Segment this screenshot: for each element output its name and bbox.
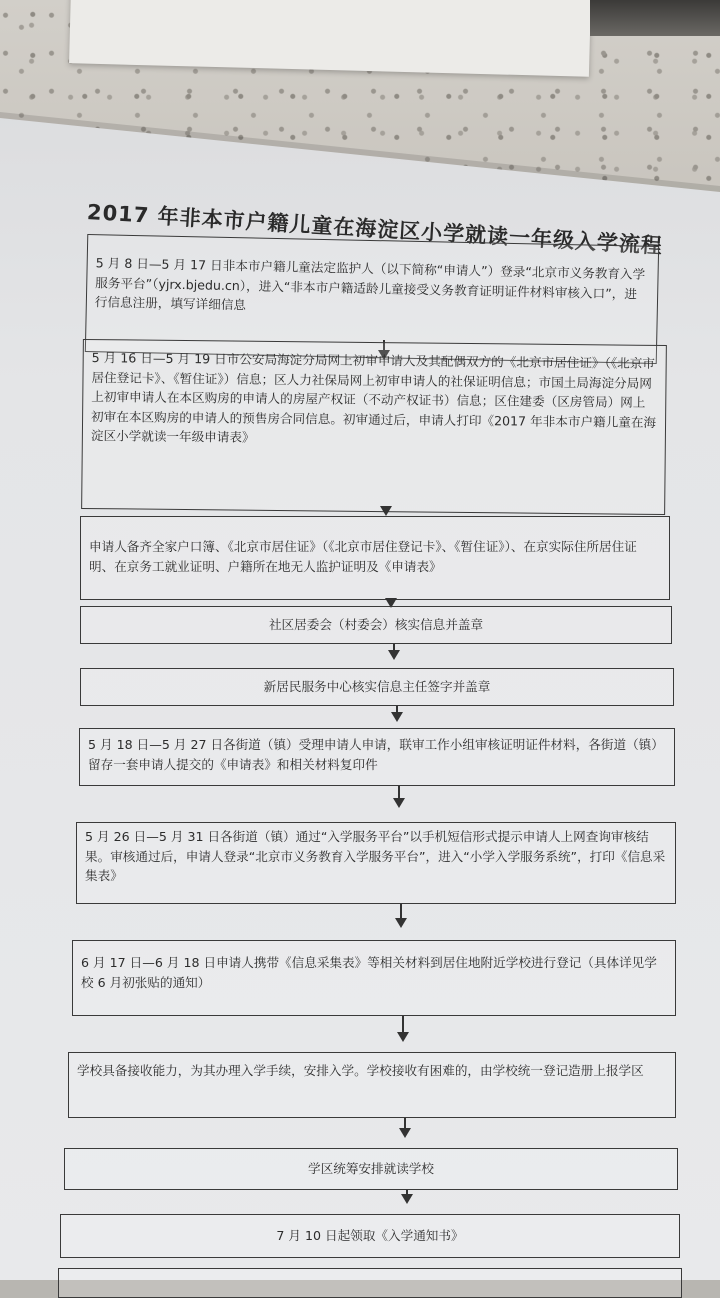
step-9-box [68,1052,676,1118]
arrow-4 [393,644,395,658]
step-6-box [79,728,675,786]
arrow-6 [398,786,400,806]
step-9-text: 学校具备接收能力，为其办理入学手续，安排入学。学校接收有困难的，由学校统一登记造册上报学区 [77,1063,644,1078]
arrow-3 [390,598,392,606]
next-box-partial [58,1268,682,1298]
arrow-8 [402,1016,404,1040]
step-1-text: 5 月 8 日—5 月 17 日非本市户籍儿童法定监护人（以下简称“申请人”）登录“北京市义务教育入学服务平台”（yjrx.bjedu.cn），进入“非本市户籍适龄儿童接受义务教育证明证件材料审核入口”，进行信息注册，填写详细信息 [94,255,646,313]
arrow-9 [404,1118,406,1136]
step-7-text: 5 月 26 日—5 月 31 日各街道（镇）通过“入学服务平台”以手机短信形式提示申请人上网查询审核结果。审核通过后，申请人登录“北京市义务教育入学服务平台”，进入“小学入学服务系统”，打印《信息采集表》 [85,829,666,883]
background-object [590,0,720,36]
step-7-box [76,822,676,904]
step-3-box [80,516,670,600]
step-5-text: 新居民服务中心核实信息主任签字并盖章 [263,679,491,695]
arrow-10 [406,1190,408,1202]
step-2-box [81,339,667,515]
step-10-text: 学区统筹安排就读学校 [308,1161,434,1177]
step-4-box [80,606,672,644]
step-8-text: 6 月 17 日—6 月 18 日申请人携带《信息采集表》等相关材料到居住地附近学校进行登记（具体详见学校 6 月初张贴的通知） [81,955,657,990]
step-11-box [60,1214,680,1258]
document-title: 2017 年非本市户籍儿童在海淀区小学就读一年级入学流程 [86,199,664,259]
arrow-7 [400,904,402,926]
arrow-5 [396,706,398,720]
step-2-text: 5 月 16 日—5 月 19 日市公安局海淀分局网上初审申请人及其配偶双方的《北京市居住证》（《北京市居住登记卡》、《暂住证》）信息；区人力社保局网上初审申请人的社保证明信息；市国土局海淀分局网上初审申请人在本区购房的申请人的房屋产权证（不动产权证书）信息；区住建委（区房管局）网上初审在本区购房的申请人的预售房合同信息。初审通过后，申请人打印《2017 年非本市户籍儿童在海淀区小学就读一年级申请表》 [90,350,657,445]
step-3-text: 申请人备齐全家户口簿、《北京市居住证》（《北京市居住登记卡》、《暂住证》）、在京实际住所居住证明、在京务工就业证明、户籍所在地无人监护证明及《申请表》 [89,539,637,574]
step-8-box [72,940,676,1016]
step-4-text: 社区居委会（村委会）核实信息并盖章 [268,617,484,633]
step-5-box [80,668,674,706]
step-6-text: 5 月 18 日—5 月 27 日各街道（镇）受理申请人申请，联审工作小组审核证明证件材料，各街道（镇）留存一套申请人提交的《申请表》和相关材料复印件 [88,737,664,772]
step-10-box [64,1148,678,1190]
step-11-text: 7 月 10 日起领取《入学通知书》 [276,1228,464,1244]
